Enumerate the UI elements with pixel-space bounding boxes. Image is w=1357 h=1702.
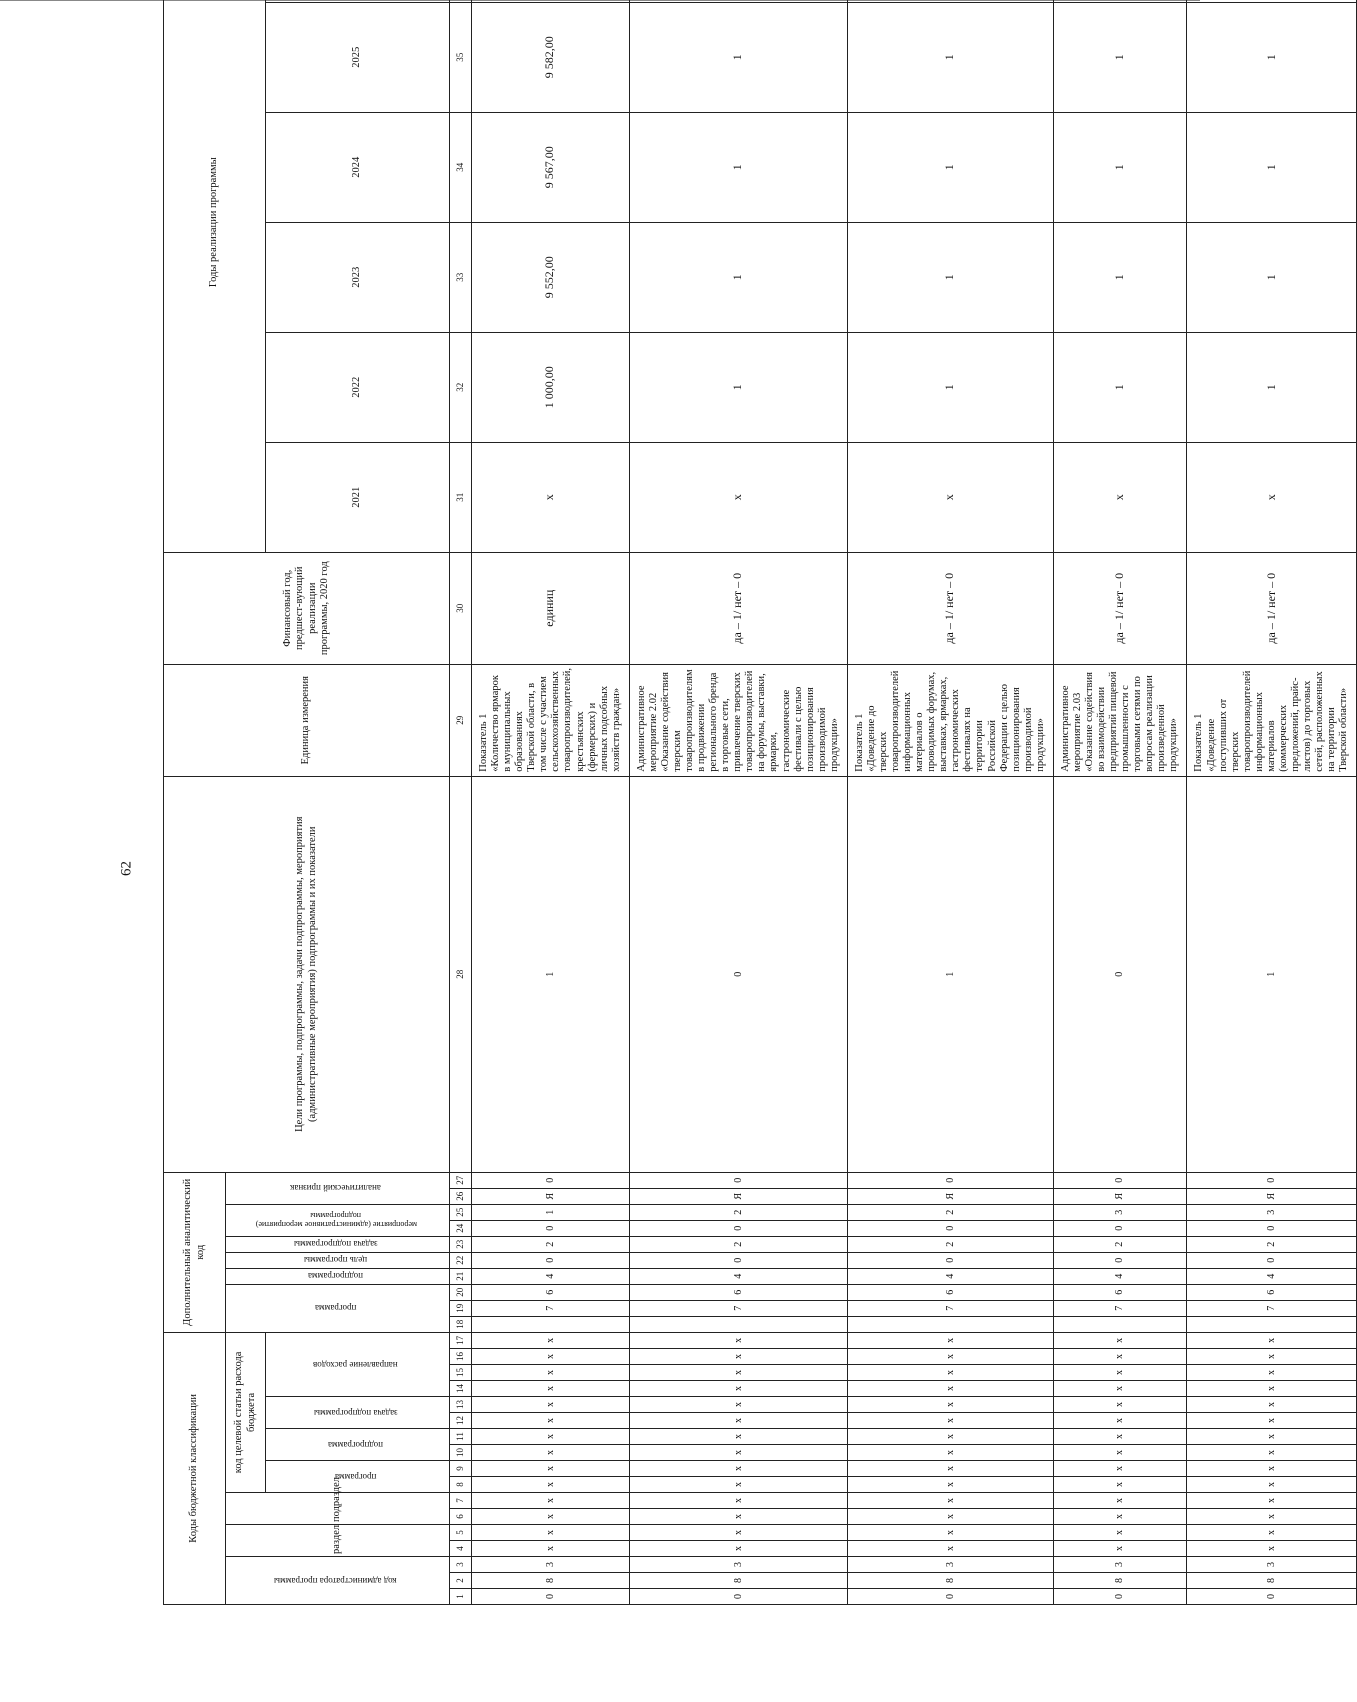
header-year-2022: 2022 [266, 332, 450, 442]
column-number: 32 [450, 332, 472, 442]
header-year-2025: 2025 [266, 2, 450, 112]
code-cell: х [472, 1429, 630, 1445]
row-year-value: 1 [1187, 222, 1357, 332]
row-description: Административное мероприятие 2.03 «Оказание содействия во взаимодействии предприятий пищевой промышленности с торговыми сетями по вопросам реализации произведенной продукции» [1053, 664, 1187, 776]
row-description: Показатель 1 «Доведение до тверских товаропроизводителей информационных материалов о проводимых форумах, выставках, ярмарках, гастрономических фестивалях на территории Российской Федерации с целью позиционирования производимой продукции» [847, 664, 1053, 776]
code-cell: 4 [1053, 1268, 1187, 1284]
column-number: 29 [450, 664, 472, 776]
column-number: 13 [450, 1397, 472, 1413]
header-expense-direction: направление расходов [266, 1332, 450, 1396]
code-cell: 8 [629, 1573, 847, 1589]
code-cell: 2 [472, 1236, 630, 1252]
code-cell: х [1187, 1365, 1357, 1381]
header-a-task: задача подпрограммы [226, 1236, 450, 1252]
code-cell: 2 [847, 1236, 1053, 1252]
code-cell: 7 [472, 1300, 630, 1316]
code-cell: х [1187, 1445, 1357, 1461]
code-cell: 1 [1187, 776, 1357, 1172]
code-cell: х [629, 1381, 847, 1397]
code-cell: Я [1053, 1188, 1187, 1204]
rotated-sheet [163, 36, 1350, 1605]
code-cell [847, 1316, 1053, 1332]
code-cell: 0 [1053, 1220, 1187, 1236]
column-number: 20 [450, 1284, 472, 1300]
code-cell: 3 [472, 1557, 630, 1573]
column-number: 9 [450, 1461, 472, 1477]
code-cell: 0 [1187, 1220, 1357, 1236]
column-number: 23 [450, 1236, 472, 1252]
code-cell: х [1053, 1477, 1187, 1493]
code-cell: х [1053, 1381, 1187, 1397]
code-cell: 6 [1053, 1284, 1187, 1300]
code-cell: 0 [472, 1589, 630, 1605]
code-cell: х [472, 1413, 630, 1429]
code-cell: 7 [629, 1300, 847, 1316]
table-row [629, 0, 847, 1605]
code-cell: х [1187, 1397, 1357, 1413]
header-year-2021: 2021 [266, 442, 450, 552]
code-cell: х [472, 1397, 630, 1413]
row-unit: да – 1/ нет – 0 [1187, 552, 1357, 664]
header-a-subprogram: подпрограмма [226, 1268, 450, 1284]
code-cell: 1 [472, 776, 630, 1172]
column-number: 15 [450, 1365, 472, 1381]
table-row [1053, 0, 1187, 1605]
code-cell: х [847, 1541, 1053, 1557]
code-cell: х [1053, 1445, 1187, 1461]
code-cell: 4 [472, 1268, 630, 1284]
code-cell: 4 [847, 1268, 1053, 1284]
code-cell [1187, 1316, 1357, 1332]
row-fin-year: х [1053, 442, 1187, 552]
code-cell: х [629, 1332, 847, 1348]
code-cell: х [629, 1493, 847, 1509]
code-cell [472, 1316, 630, 1332]
code-cell: 3 [629, 1557, 847, 1573]
code-cell: х [472, 1477, 630, 1493]
row-fin-year: х [847, 442, 1053, 552]
column-number: 18 [450, 1316, 472, 1332]
column-number: 34 [450, 112, 472, 222]
column-number [450, 0, 472, 2]
code-cell: х [847, 1509, 1053, 1525]
code-cell: х [847, 1493, 1053, 1509]
column-number: 11 [450, 1429, 472, 1445]
code-cell: х [472, 1493, 630, 1509]
column-number: 14 [450, 1381, 472, 1397]
column-number: 6 [450, 1509, 472, 1525]
code-cell: х [472, 1381, 630, 1397]
row-year-value: 1 [629, 2, 847, 112]
code-cell: 1 [847, 776, 1053, 1172]
column-number: 10 [450, 1445, 472, 1461]
code-cell: Я [847, 1188, 1053, 1204]
code-cell: х [1187, 1461, 1357, 1477]
code-cell: х [1187, 1413, 1357, 1429]
code-cell: х [472, 1349, 630, 1365]
column-number: 12 [450, 1413, 472, 1429]
code-cell: 2 [629, 1204, 847, 1220]
code-cell: 3 [1187, 1557, 1357, 1573]
code-cell: Я [472, 1188, 630, 1204]
code-cell: х [472, 1461, 630, 1477]
code-cell: х [629, 1541, 847, 1557]
code-cell: х [472, 1332, 630, 1348]
code-cell: х [629, 1397, 847, 1413]
code-cell: 4 [629, 1268, 847, 1284]
code-cell: х [847, 1397, 1053, 1413]
code-cell: х [472, 1445, 630, 1461]
row-year-value: 1 [847, 112, 1053, 222]
code-cell: х [847, 1429, 1053, 1445]
code-cell: х [847, 1413, 1053, 1429]
header-subprogram-task: задача подпрограммы [266, 1397, 450, 1429]
header-year-2023: 2023 [266, 222, 450, 332]
code-cell: 4 [1187, 1268, 1357, 1284]
row-year-value: 1 [1187, 332, 1357, 442]
code-cell: х [847, 1445, 1053, 1461]
code-cell: х [629, 1413, 847, 1429]
row-year-value [847, 0, 1053, 2]
column-number: 16 [450, 1349, 472, 1365]
row-unit: единиц [472, 552, 630, 664]
code-cell: 0 [629, 1172, 847, 1188]
header-analytic-code: Дополнительный аналитический код [164, 1172, 226, 1332]
code-cell: 2 [629, 1236, 847, 1252]
table-row [472, 0, 630, 1605]
code-cell: 0 [1053, 1589, 1187, 1605]
code-cell: 6 [472, 1284, 630, 1300]
row-year-value: 1 [629, 112, 847, 222]
code-cell: х [847, 1365, 1053, 1381]
row-unit: да – 1/ нет – 0 [847, 552, 1053, 664]
column-number: 3 [450, 1557, 472, 1573]
table-row [847, 0, 1053, 1605]
row-description: Административное мероприятие 2.02 «Оказание содействия тверским товаропроизводителям в продвижении регионального бренда в торговые сети, привлечение тверских товаропроизводителей на форумы, выставки, ярмарки, гастрономические фестивали с целью позиционирования производимой продукции» [629, 664, 847, 776]
row-year-value: 1 [847, 222, 1053, 332]
column-number: 26 [450, 1188, 472, 1204]
code-cell: 3 [1187, 1204, 1357, 1220]
row-description: Показатель 1 «Доведение поступивших от тверских товаропроизводителей информационных материалов (коммерческих предложений, прайс-листов) до торговых сетей, расположенных на территории Тверской области» [1187, 664, 1357, 776]
code-cell: 0 [1053, 776, 1187, 1172]
header-goals: Цели программы, подпрограммы, задачи подпрограммы, мероприятия (административные мероприятия) подпрограммы и их показатели [164, 776, 450, 1172]
code-cell: 2 [847, 1204, 1053, 1220]
header-a-sign: аналитический признак [226, 1172, 450, 1204]
code-cell: х [472, 1509, 630, 1525]
row-year-value: 1 [629, 222, 847, 332]
row-year-value: 1 000,00 [472, 332, 630, 442]
header-year-2026 [266, 0, 450, 2]
header-unit: Единица измерения [164, 664, 450, 776]
code-cell: х [847, 1349, 1053, 1365]
header-target-article: код целевой статьи расхода бюджета [226, 1332, 266, 1492]
code-cell: 3 [1053, 1557, 1187, 1573]
program-indicators-table [163, 0, 1357, 1605]
row-year-value: 1 [1053, 112, 1187, 222]
code-cell: х [1053, 1397, 1187, 1413]
code-cell: х [847, 1525, 1053, 1541]
code-cell: х [1187, 1332, 1357, 1348]
code-cell: 7 [847, 1300, 1053, 1316]
row-year-value [1187, 0, 1357, 2]
code-cell: х [1187, 1477, 1357, 1493]
code-cell: х [1053, 1349, 1187, 1365]
column-number: 1 [450, 1589, 472, 1605]
code-cell: 2 [1187, 1236, 1357, 1252]
code-cell: х [1053, 1332, 1187, 1348]
code-cell: 0 [1053, 1252, 1187, 1268]
code-cell: 2 [1053, 1236, 1187, 1252]
code-cell: 3 [1053, 1204, 1187, 1220]
row-year-value: 1 [1053, 2, 1187, 112]
header-section: раздел [226, 1525, 450, 1557]
row-year-value [1053, 0, 1187, 2]
code-cell: х [847, 1461, 1053, 1477]
code-cell: х [1053, 1461, 1187, 1477]
code-cell: 0 [629, 1589, 847, 1605]
row-year-value: 9 582,00 [472, 2, 630, 112]
page-number: 62 [118, 861, 135, 876]
code-cell: 0 [629, 1252, 847, 1268]
code-cell: 0 [1053, 1172, 1187, 1188]
row-fin-year: х [629, 442, 847, 552]
code-cell: х [629, 1349, 847, 1365]
code-cell: 0 [847, 1172, 1053, 1188]
code-cell: 0 [472, 1172, 630, 1188]
code-cell: х [847, 1477, 1053, 1493]
code-cell: х [472, 1525, 630, 1541]
code-cell: х [1053, 1509, 1187, 1525]
column-number: 31 [450, 442, 472, 552]
code-cell: х [1187, 1381, 1357, 1397]
code-cell: 0 [1187, 1589, 1357, 1605]
code-cell: х [629, 1509, 847, 1525]
row-year-value: 9 552,00 [472, 222, 630, 332]
column-number: 24 [450, 1220, 472, 1236]
code-cell: 8 [1187, 1573, 1357, 1589]
row-unit: да – 1/ нет – 0 [1053, 552, 1187, 664]
code-cell: х [629, 1365, 847, 1381]
header-a-event: мероприятие (административное мероприятие) подпрограммы [226, 1204, 450, 1236]
code-cell: х [1187, 1349, 1357, 1365]
code-cell: 0 [629, 776, 847, 1172]
column-number: 27 [450, 1172, 472, 1188]
row-year-value [472, 0, 630, 2]
column-number: 21 [450, 1268, 472, 1284]
header-a-program: программа [226, 1284, 450, 1332]
code-cell: х [629, 1461, 847, 1477]
code-cell: 0 [472, 1220, 630, 1236]
column-number: 5 [450, 1525, 472, 1541]
code-cell: 0 [1187, 1252, 1357, 1268]
code-cell: 7 [1187, 1300, 1357, 1316]
code-cell: х [1187, 1493, 1357, 1509]
code-cell: Я [629, 1188, 847, 1204]
code-cell: 0 [472, 1252, 630, 1268]
code-cell: х [1053, 1493, 1187, 1509]
code-cell: х [629, 1445, 847, 1461]
code-cell: 0 [847, 1252, 1053, 1268]
code-cell: х [1187, 1509, 1357, 1525]
row-year-value: 1 [847, 332, 1053, 442]
header-program: программа [266, 1461, 450, 1493]
code-cell: 7 [1053, 1300, 1187, 1316]
code-cell: 0 [1187, 1172, 1357, 1188]
row-year-value: 1 [1053, 332, 1187, 442]
code-cell: х [472, 1365, 630, 1381]
column-number: 4 [450, 1541, 472, 1557]
code-cell: х [847, 1332, 1053, 1348]
header-a-goal: цель программы [226, 1252, 450, 1268]
code-cell: 3 [847, 1557, 1053, 1573]
column-number: 33 [450, 222, 472, 332]
row-year-value: 9 567,00 [472, 112, 630, 222]
column-number: 25 [450, 1204, 472, 1220]
code-cell: х [629, 1477, 847, 1493]
header-fin-year: Финансовый год, предшест-вующий реализации программы, 2020 год [164, 552, 450, 664]
code-cell: 0 [847, 1220, 1053, 1236]
code-cell: 6 [1187, 1284, 1357, 1300]
code-cell: 8 [847, 1573, 1053, 1589]
code-cell: х [1187, 1541, 1357, 1557]
column-number: 8 [450, 1477, 472, 1493]
row-year-value: 1 [629, 332, 847, 442]
column-number: 22 [450, 1252, 472, 1268]
row-year-value: 1 [1187, 2, 1357, 112]
code-cell: х [472, 1541, 630, 1557]
code-cell: х [629, 1429, 847, 1445]
code-cell: х [1053, 1413, 1187, 1429]
column-number: 28 [450, 776, 472, 1172]
code-cell [1053, 1316, 1187, 1332]
code-cell: 6 [629, 1284, 847, 1300]
code-cell: Я [1187, 1188, 1357, 1204]
header-years-group: Годы реализации программы [164, 0, 266, 552]
code-cell: х [847, 1381, 1053, 1397]
code-cell: х [1187, 1429, 1357, 1445]
row-unit: да – 1/ нет – 0 [629, 552, 847, 664]
row-description: Показатель 1 «Количество ярмарок в муниципальных образованиях Тверской области, в том числе с участием сельскохозяйственных товаропроизводителей, крестьянских (фермерских) и личных подсобных хозяйств граждан» [472, 664, 630, 776]
row-fin-year: х [472, 442, 630, 552]
code-cell: 1 [472, 1204, 630, 1220]
column-number: 35 [450, 2, 472, 112]
header-subsection: подраздел [226, 1493, 450, 1525]
row-fin-year: х [1187, 442, 1357, 552]
code-cell: 0 [847, 1589, 1053, 1605]
column-number-row [450, 0, 472, 1605]
code-cell: х [1053, 1429, 1187, 1445]
code-cell: 0 [629, 1220, 847, 1236]
row-year-value: 1 [847, 2, 1053, 112]
column-number: 30 [450, 552, 472, 664]
code-cell: х [1053, 1525, 1187, 1541]
table-row [1187, 0, 1357, 1605]
row-year-value [629, 0, 847, 2]
code-cell: х [1053, 1541, 1187, 1557]
code-cell: х [1053, 1365, 1187, 1381]
column-number: 2 [450, 1573, 472, 1589]
code-cell: 8 [472, 1573, 630, 1589]
column-number: 19 [450, 1300, 472, 1316]
code-cell [629, 1316, 847, 1332]
code-cell: 6 [847, 1284, 1053, 1300]
column-number: 17 [450, 1332, 472, 1348]
code-cell: х [629, 1525, 847, 1541]
row-year-value: 1 [1053, 222, 1187, 332]
row-year-value: 1 [1187, 112, 1357, 222]
header-admin-code: код администратора программы [226, 1557, 450, 1605]
header-subprogram: подпрограмма [266, 1429, 450, 1461]
header-budget-codes: Коды бюджетной классификации [164, 1332, 226, 1604]
header-year-2024: 2024 [266, 112, 450, 222]
code-cell: х [1187, 1525, 1357, 1541]
code-cell: 8 [1053, 1573, 1187, 1589]
column-number: 7 [450, 1493, 472, 1509]
